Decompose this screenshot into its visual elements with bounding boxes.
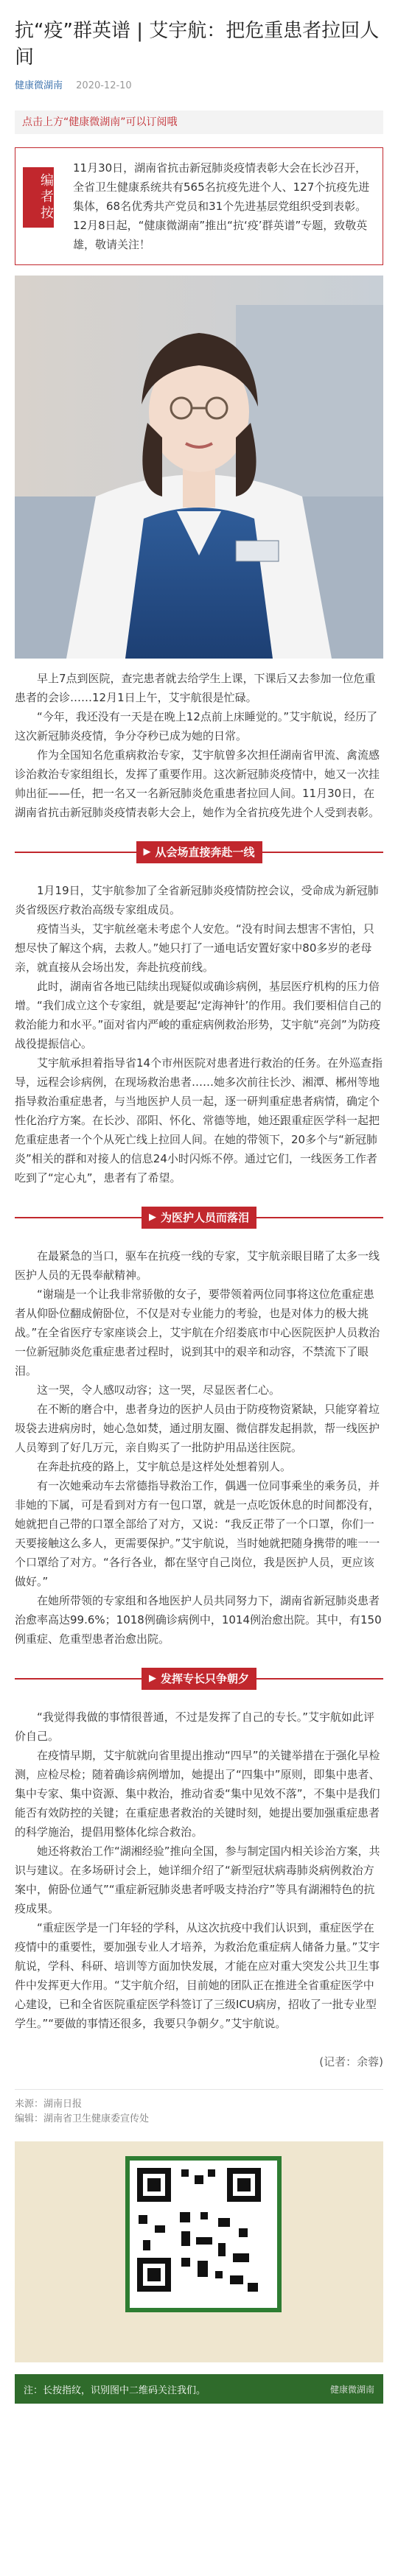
section-title-chip bbox=[142, 1668, 256, 1690]
body-paragraph: “重症医学是一门年轻的学科，从这次抗疫中我们认识到，重症医学在疫情中的重要性，要加强专业人才培养，为救治危重症病人储备力量。”艾宇航说，学科、科研、培训等方面加快发展，才能在应对重大突发公共卫生事件中发挥更大作用。“艾宇航介绍，目前她的团队正在推进全省重症医学中心建设，已和全省医院重症医学科签订了三级ICU病房，招收了一批专业型学生。”“要做的事情还很多，我要只争朝夕。”艾宇航说。 bbox=[15, 1921, 380, 2030]
section-divider-line bbox=[15, 1217, 142, 1218]
source-info bbox=[15, 2089, 383, 2127]
qr-code-icon bbox=[130, 2161, 268, 2299]
body-paragraph: 在不断的磨合中，患者身边的医护人员由于防疫物资紧缺，只能穿着垃圾袋去进病房时，她心急如焚，通过朋友圈、微信群发起捐款，帮一线医护人员筹到了好几万元，亲自购买了一批防护用品送往医院。 bbox=[15, 1403, 380, 1454]
subscribe-hint: 点击上方“健康微湖南”可以订阅哦 bbox=[15, 110, 383, 134]
section-divider-line bbox=[256, 1217, 383, 1218]
article-meta bbox=[15, 80, 383, 93]
article-body bbox=[0, 659, 398, 2071]
chevron-right-icon: ▶ bbox=[149, 1212, 156, 1223]
editor-line: 编辑：湖南省卫生健康委宣传处 bbox=[15, 2113, 150, 2124]
publish-date: 2020-12-10 bbox=[76, 80, 132, 91]
chevron-right-icon: ▶ bbox=[143, 846, 151, 857]
body-paragraph: 有一次她乘动车去常德指导救治工作，偶遇一位同事乘坐的乘务员，并非她的下属，可是看到对方有一包口罩，就是一点吃饭休息的时间都没有，她就把自己带的口罩全部给了对方，又说：“我反正带了一个口罩，你们一天要接触这么多人，更需要保护。”艾宇航说，当时她就把随身携带的唯一一个口罩给了对方。“各行各业，都在坚守自己岗位，我是医护人员，更应该做好。” bbox=[15, 1479, 380, 1588]
section-title: 发挥专长只争朝夕 bbox=[161, 1672, 250, 1685]
qr-code-image[interactable] bbox=[125, 2156, 282, 2312]
body-paragraph: 此时，湖南省各地已陆续出现疑似或确诊病例，基层医疗机构的压力倍增。“我们成立这个专家组，就是要起‘定海神针’的作用。我们要相信自己的救治能力和水平。”面对省内严峻的重症病例救治形势，艾宇航“亮剑”为防疫战役提振信心。 bbox=[15, 980, 382, 1050]
section-divider-line bbox=[15, 852, 136, 853]
qr-promo-card bbox=[15, 2141, 383, 2362]
account-name-link[interactable]: 健康微湖南 bbox=[15, 80, 63, 91]
section-title-chip bbox=[142, 1207, 256, 1229]
reporter-credit: (记者：余蓉) bbox=[319, 2055, 383, 2068]
body-paragraph: 早上7点到医院，查完患者就去给学生上课，下课后又去参加一位危重患者的会诊……12月1日上午，艾宇航很是忙碌。 bbox=[15, 672, 376, 704]
editor-note-box bbox=[15, 147, 383, 265]
body-paragraph: 疫情当头，艾宇航丝毫未考虑个人安危。“没有时间去想害不害怕，只想尽快了解这个病，去救人。”她只打了一通电话安置好家中80多岁的老母亲，就直接从会场出发，奔赴抗疫前线。 bbox=[15, 922, 374, 974]
qr-caption: 注：长按指纹，识别图中二维码关注我们。 bbox=[24, 2384, 206, 2396]
body-paragraph: “谢瑞是一个让我非常骄傲的女子，要带领着两位同事将这位危重症患者从仰卧位翻成俯卧位，不仅是对专业能力的考验，也是对体力的极大挑战。”在全省医疗专家座谈会上，艾宇航在介绍娄底市中心医院医护人员救治一位新冠肺炎危重症患者过程时，说到其中的艰辛和动容，不禁流下了眼泪。 bbox=[15, 1288, 380, 1378]
article-header bbox=[0, 0, 398, 93]
section-heading bbox=[15, 1668, 383, 1690]
section-heading bbox=[15, 1207, 383, 1229]
doctor-portrait-photo bbox=[15, 276, 383, 659]
section-title: 为医护人员而落泪 bbox=[161, 1211, 250, 1224]
source-line: 来源：湖南日报 bbox=[15, 2099, 83, 2110]
article-title: 抗“疫”群英谱 | 艾宇航：把危重患者拉回人间 bbox=[15, 20, 380, 69]
body-paragraph: 她还将救治工作“湖湘经验”推向全国，参与制定国内相关诊治方案，共识与建议。在多场研讨会上，她详细介绍了“新型冠状病毒肺炎病例救治方案中，俯卧位通气”“重症新冠肺炎患者呼吸支持治疗”等具有湖湘特色的抗疫成果。 bbox=[15, 1845, 380, 1915]
section-title-chip bbox=[136, 841, 262, 863]
body-paragraph: 艾宇航承担着指导省14个市州医院对患者进行救治的任务。在外巡查指导，远程会诊病例，在现场救治患者……她多次前往长沙、湘潭、郴州等地指导救治重症患者，与当地医护人员一起，逐一研判重症患者病情，确定个性化治疗方案。在长沙、邵阳、怀化、常德等地，她还跟重症医学科一起把危重症患者一个个从死亡线上拉回人间。在她的带领下，20多个与“新冠肺炎”相关的群和对接人的信息24小时闪烁不停。通过它们，一线医务工作者吃到了“定心丸”，患者有了希望。 bbox=[15, 1056, 383, 1185]
qr-caption-bar bbox=[15, 2374, 383, 2404]
section-divider-line bbox=[256, 1678, 383, 1680]
section-divider-line bbox=[15, 1678, 142, 1680]
editor-note-tag: 编者按 bbox=[23, 167, 54, 228]
section-heading bbox=[15, 841, 383, 863]
body-paragraph: 作为全国知名危重病救治专家，艾宇航曾多次担任湖南省甲流、禽流感诊治救治专家组组长，发挥了重要作用。这次新冠肺炎疫情中，她又一次挂帅出征——任，把一名又一名新冠肺炎危重患者拉回人间。11月30日，在湖南省抗击新冠肺炎疫情表彰大会上，她作为全省抗疫先进个人受到表彰。 bbox=[15, 748, 380, 819]
body-paragraph: “我觉得我做的事情很普通，不过是发挥了自己的专长。”艾宇航如此评价自己。 bbox=[15, 1710, 375, 1743]
body-paragraph: 这一哭，令人感叹动容；这一哭，尽显医者仁心。 bbox=[37, 1383, 281, 1397]
watermark: 健康微湖南 bbox=[329, 2384, 374, 2395]
body-paragraph: “今年，我还没有一天是在晚上12点前上床睡觉的。”艾宇航说，经历了这次新冠肺炎疫情，争分夺秒已成为她的日常。 bbox=[15, 710, 378, 743]
body-paragraph: 在最紧急的当口，驱车在抗疫一线的专家，艾宇航亲眼目睹了太多一线医护人员的无畏奉献精神。 bbox=[15, 1249, 380, 1282]
body-paragraph: 在她所带领的专家组和各地医护人员共同努力下，湖南省新冠肺炎患者治愈率高达99.6%；1018例确诊病例中，1014例治愈出院。其中，有150例重症、危重型患者治愈出院。 bbox=[15, 1594, 382, 1646]
chevron-right-icon: ▶ bbox=[149, 1673, 156, 1684]
body-paragraph: 在奔赴抗疫的路上，艾宇航总是这样处处想着别人。 bbox=[37, 1460, 292, 1473]
body-paragraph: 1月19日，艾宇航参加了全省新冠肺炎疫情防控会议，受命成为新冠肺炎省级医疗救治高级专家组成员。 bbox=[15, 884, 379, 916]
section-title: 从会场直接奔赴一线 bbox=[155, 846, 255, 859]
body-paragraph: 在疫情早期，艾宇航就向省里提出推动“四早”的关键举措在于强化早检测，应检尽检；随着确诊病例增加，她提出了“四集中”原则，即集中患者、集中专家、集中资源、集中救治，推动省委“集中见效不落”，不集中是我们能否有效防控的关键；在重症患者救治的关键时刻，她提出要加强重症患者的科学施治，提倡用整体化综合救治。 bbox=[15, 1749, 380, 1839]
editor-note-text: 11月30日，湖南省抗击新冠肺炎疫情表彰大会在长沙召开，全省卫生健康系统共有565名抗疫先进个人、127个抗疫先进集体，68名优秀共产党员和31个先进基层党组织受到表彰。12月8日起，“健康微湖南”推出“抗‘疫’群英谱”专题，致敬英雄，敬请关注！ bbox=[73, 161, 370, 251]
section-divider-line bbox=[262, 852, 384, 853]
